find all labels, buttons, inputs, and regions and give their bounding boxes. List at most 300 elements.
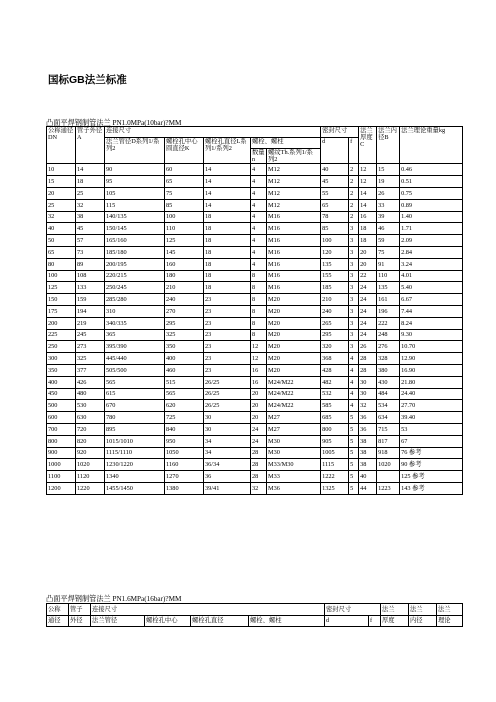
cell-bolt-hole: 23	[204, 341, 251, 353]
cell-seal-d: 85	[321, 223, 349, 235]
cell-pipe-od: 920	[76, 447, 105, 459]
cell-pipe-od: 480	[76, 388, 105, 400]
table-caption-pn10: 凸面平焊钢制管法兰 PN1.0MPa(10bar)?MM	[46, 119, 182, 127]
cell-bolt-hole: 30	[204, 412, 251, 424]
cell-flange-od: 165/160	[105, 235, 165, 247]
table-row	[47, 424, 463, 436]
cell-pipe-od: 73	[76, 247, 105, 259]
table-row	[47, 376, 463, 388]
table-row	[47, 329, 463, 341]
cell-dn: 800	[47, 435, 76, 447]
cell-dn: 1100	[47, 471, 76, 483]
cell-thickness: 24	[359, 306, 377, 318]
cell-thickness: 20	[359, 258, 377, 270]
table-row	[47, 188, 463, 200]
cell-thread: M20	[267, 294, 321, 306]
cell-dn: 250	[47, 341, 76, 353]
cell-bolt-circle: 210	[165, 282, 204, 294]
t2-header-connection: 连接尺寸	[91, 604, 325, 616]
cell-weight: 0.89	[400, 199, 463, 211]
cell-bolt-hole: 14	[204, 188, 251, 200]
cell-bolt-circle: 65	[165, 176, 204, 188]
t2-sub-flange-od: 法兰管径	[91, 615, 145, 627]
table-row	[47, 435, 463, 447]
header-bolt-hole: 螺栓孔直径L系列1/系列2	[204, 138, 251, 164]
cell-thread: M27	[267, 424, 321, 436]
cell-bolt-count: 16	[251, 365, 267, 377]
cell-seal-f: 4	[349, 400, 359, 412]
t2-header-flange-c: 法兰	[437, 604, 463, 616]
cell-seal-f: 4	[349, 376, 359, 388]
cell-flange-od: 250/245	[105, 282, 165, 294]
cell-seal-d: 1222	[321, 471, 349, 483]
cell-flange-od: 95	[105, 176, 165, 188]
cell-seal-f: 5	[349, 424, 359, 436]
cell-weight: 3.24	[400, 258, 463, 270]
cell-seal-d: 40	[321, 164, 349, 176]
cell-seal-d: 210	[321, 294, 349, 306]
cell-pipe-od: 38	[76, 211, 105, 223]
table-row	[47, 282, 463, 294]
cell-dn: 450	[47, 388, 76, 400]
table-row	[47, 412, 463, 424]
cell-thickness: 16	[359, 211, 377, 223]
t2-header-dn: 公称	[47, 604, 69, 616]
cell-bolt-circle: 325	[165, 329, 204, 341]
cell-weight: 10.70	[400, 341, 463, 353]
cell-seal-f: 3	[349, 235, 359, 247]
cell-bolt-count: 8	[251, 317, 267, 329]
cell-bolt-hole: 18	[204, 235, 251, 247]
cell-inner-diameter: 918	[377, 447, 400, 459]
cell-weight: 39.40	[400, 412, 463, 424]
cell-bolt-hole: 23	[204, 329, 251, 341]
cell-weight: 9.30	[400, 329, 463, 341]
cell-bolt-hole: 18	[204, 247, 251, 259]
cell-inner-diameter: 430	[377, 376, 400, 388]
cell-bolt-count: 16	[251, 376, 267, 388]
cell-seal-d: 155	[321, 270, 349, 282]
cell-seal-f: 3	[349, 329, 359, 341]
cell-flange-od: 505/500	[105, 365, 165, 377]
cell-thread: M16	[267, 282, 321, 294]
cell-thread: M20	[267, 329, 321, 341]
header-thickness: 法兰厚度C	[359, 127, 377, 164]
cell-thread: M16	[267, 223, 321, 235]
cell-pipe-od: 32	[76, 199, 105, 211]
cell-inner-diameter: 19	[377, 176, 400, 188]
cell-seal-f: 5	[349, 459, 359, 471]
cell-inner-diameter: 634	[377, 412, 400, 424]
cell-bolt-count: 4	[251, 211, 267, 223]
cell-dn: 1000	[47, 459, 76, 471]
cell-pipe-od: 426	[76, 376, 105, 388]
cell-bolt-hole: 23	[204, 317, 251, 329]
t2-sub-bolt-circle: 螺栓孔中心	[145, 615, 191, 627]
cell-bolt-hole: 18	[204, 270, 251, 282]
cell-thickness: 36	[359, 412, 377, 424]
cell-flange-od: 780	[105, 412, 165, 424]
cell-pipe-od: 820	[76, 435, 105, 447]
cell-bolt-circle: 400	[165, 353, 204, 365]
table-row	[47, 353, 463, 365]
cell-bolt-circle: 620	[165, 400, 204, 412]
cell-seal-f: 4	[349, 388, 359, 400]
cell-inner-diameter: 484	[377, 388, 400, 400]
cell-flange-od: 1115/1110	[105, 447, 165, 459]
cell-seal-f: 2	[349, 199, 359, 211]
cell-bolt-circle: 100	[165, 211, 204, 223]
cell-flange-od: 90	[105, 164, 165, 176]
cell-seal-f: 2	[349, 188, 359, 200]
cell-bolt-count: 20	[251, 412, 267, 424]
cell-thread: M24/M22	[267, 376, 321, 388]
cell-bolt-circle: 295	[165, 317, 204, 329]
cell-weight: 76 参考	[400, 447, 463, 459]
cell-pipe-od: 377	[76, 365, 105, 377]
table-row	[47, 447, 463, 459]
cell-flange-od: 895	[105, 424, 165, 436]
cell-bolt-hole: 18	[204, 258, 251, 270]
cell-bolt-circle: 840	[165, 424, 204, 436]
cell-bolt-circle: 950	[165, 435, 204, 447]
cell-thickness: 24	[359, 329, 377, 341]
cell-thickness: 30	[359, 376, 377, 388]
cell-bolt-hole: 30	[204, 424, 251, 436]
table-row	[47, 223, 463, 235]
cell-pipe-od: 245	[76, 329, 105, 341]
cell-flange-od: 670	[105, 400, 165, 412]
cell-bolt-count: 24	[251, 435, 267, 447]
cell-bolt-hole: 23	[204, 294, 251, 306]
cell-pipe-od: 325	[76, 353, 105, 365]
cell-seal-f: 3	[349, 341, 359, 353]
cell-inner-diameter: 15	[377, 164, 400, 176]
cell-inner-diameter: 1223	[377, 482, 400, 494]
cell-flange-od: 140/135	[105, 211, 165, 223]
header-pipe-od: 管子外径A	[76, 127, 105, 164]
cell-bolt-count: 4	[251, 247, 267, 259]
flange-table-pn10	[46, 126, 463, 495]
cell-flange-od: 1340	[105, 471, 165, 483]
cell-weight: 21.80	[400, 376, 463, 388]
table-row	[47, 211, 463, 223]
cell-inner-diameter: 534	[377, 400, 400, 412]
cell-thread: M20	[267, 365, 321, 377]
cell-weight: 0.75	[400, 188, 463, 200]
cell-thickness: 40	[359, 471, 377, 483]
t2-sub-bolts: 螺栓、螺柱	[249, 615, 325, 627]
cell-bolt-hole: 14	[204, 164, 251, 176]
cell-seal-d: 320	[321, 341, 349, 353]
cell-dn: 600	[47, 412, 76, 424]
cell-inner-diameter: 135	[377, 282, 400, 294]
table-row	[47, 176, 463, 188]
cell-weight: 1.40	[400, 211, 463, 223]
cell-weight: 53	[400, 424, 463, 436]
cell-thread: M16	[267, 247, 321, 259]
cell-weight: 24.40	[400, 388, 463, 400]
cell-inner-diameter: 380	[377, 365, 400, 377]
cell-seal-f: 5	[349, 471, 359, 483]
cell-bolt-hole: 36/34	[204, 459, 251, 471]
table-caption-pn16: 凸面平焊钢制管法兰 PN1.6MPa(16bar)?MM	[46, 595, 182, 603]
cell-bolt-count: 4	[251, 176, 267, 188]
cell-pipe-od: 219	[76, 317, 105, 329]
table-row	[47, 235, 463, 247]
cell-pipe-od: 18	[76, 176, 105, 188]
cell-bolt-hole: 26/25	[204, 376, 251, 388]
cell-weight: 7.44	[400, 306, 463, 318]
cell-inner-diameter: 161	[377, 294, 400, 306]
cell-seal-d: 1005	[321, 447, 349, 459]
header-seal-f: f	[349, 138, 359, 164]
table-body	[47, 164, 463, 494]
cell-thickness: 24	[359, 294, 377, 306]
cell-bolt-count: 20	[251, 388, 267, 400]
cell-inner-diameter: 715	[377, 424, 400, 436]
cell-bolt-count: 28	[251, 471, 267, 483]
cell-thread: M20	[267, 341, 321, 353]
cell-thread: M20	[267, 353, 321, 365]
cell-weight: 67	[400, 435, 463, 447]
cell-seal-d: 65	[321, 199, 349, 211]
t2-header-flange-a: 法兰	[381, 604, 409, 616]
cell-thickness: 12	[359, 164, 377, 176]
cell-bolt-circle: 1050	[165, 447, 204, 459]
header-seal: 密封尺寸	[321, 127, 359, 138]
cell-bolt-count: 8	[251, 306, 267, 318]
cell-bolt-count: 24	[251, 424, 267, 436]
cell-flange-od: 365	[105, 329, 165, 341]
cell-dn: 700	[47, 424, 76, 436]
cell-bolt-count: 8	[251, 282, 267, 294]
cell-thread: M12	[267, 199, 321, 211]
cell-seal-f: 3	[349, 317, 359, 329]
cell-pipe-od: 133	[76, 282, 105, 294]
cell-bolt-hole: 39/41	[204, 482, 251, 494]
cell-thread: M30	[267, 447, 321, 459]
table-row	[47, 270, 463, 282]
t2-sub-bolt-hole: 螺栓孔直径	[191, 615, 249, 627]
cell-thickness: 12	[359, 176, 377, 188]
cell-bolt-circle: 725	[165, 412, 204, 424]
cell-flange-od: 285/280	[105, 294, 165, 306]
t2-sub-od: 外径	[69, 615, 91, 627]
cell-weight: 90 参考	[400, 459, 463, 471]
cell-seal-d: 368	[321, 353, 349, 365]
cell-dn: 32	[47, 211, 76, 223]
cell-seal-d: 532	[321, 388, 349, 400]
cell-dn: 150	[47, 294, 76, 306]
cell-seal-f: 5	[349, 447, 359, 459]
cell-dn: 25	[47, 199, 76, 211]
cell-flange-od: 565	[105, 376, 165, 388]
header-bolt-circle: 螺栓孔中心圆直径K	[165, 138, 204, 164]
cell-inner-diameter: 1020	[377, 459, 400, 471]
cell-seal-d: 428	[321, 365, 349, 377]
cell-inner-diameter: 46	[377, 223, 400, 235]
cell-flange-od: 115	[105, 199, 165, 211]
header-bolts: 螺栓、螺柱	[251, 138, 321, 149]
cell-bolt-circle: 145	[165, 247, 204, 259]
cell-thread: M27	[267, 412, 321, 424]
cell-bolt-count: 4	[251, 188, 267, 200]
cell-dn: 900	[47, 447, 76, 459]
cell-inner-diameter: 75	[377, 247, 400, 259]
cell-thread: M24/M22	[267, 400, 321, 412]
header-weight: 法兰理论重量kg	[400, 127, 463, 164]
cell-inner-diameter: 91	[377, 258, 400, 270]
cell-weight: 125 参考	[400, 471, 463, 483]
cell-weight: 2.84	[400, 247, 463, 259]
cell-thread: M20	[267, 317, 321, 329]
cell-thread: M33/M30	[267, 459, 321, 471]
cell-thread: M12	[267, 164, 321, 176]
cell-bolt-hole: 36	[204, 471, 251, 483]
cell-seal-d: 78	[321, 211, 349, 223]
cell-bolt-hole: 14	[204, 199, 251, 211]
t2-header-seal: 密封尺寸	[325, 604, 381, 616]
cell-bolt-count: 20	[251, 400, 267, 412]
cell-seal-d: 482	[321, 376, 349, 388]
cell-pipe-od: 1020	[76, 459, 105, 471]
cell-bolt-hole: 18	[204, 211, 251, 223]
cell-dn: 65	[47, 247, 76, 259]
cell-thickness: 28	[359, 365, 377, 377]
cell-weight: 16.90	[400, 365, 463, 377]
cell-thickness: 24	[359, 282, 377, 294]
cell-bolt-hole: 23	[204, 353, 251, 365]
cell-seal-f: 4	[349, 365, 359, 377]
cell-thread: M33	[267, 471, 321, 483]
cell-seal-d: 1115	[321, 459, 349, 471]
cell-bolt-hole: 26/25	[204, 388, 251, 400]
cell-bolt-count: 28	[251, 459, 267, 471]
cell-bolt-count: 8	[251, 270, 267, 282]
cell-thickness: 28	[359, 353, 377, 365]
cell-seal-d: 185	[321, 282, 349, 294]
cell-seal-d: 100	[321, 235, 349, 247]
cell-bolt-hole: 14	[204, 176, 251, 188]
cell-seal-f: 3	[349, 282, 359, 294]
table-row	[47, 400, 463, 412]
cell-bolt-circle: 1160	[165, 459, 204, 471]
cell-flange-od: 445/440	[105, 353, 165, 365]
cell-weight: 4.01	[400, 270, 463, 282]
cell-weight: 143 参考	[400, 482, 463, 494]
cell-dn: 200	[47, 317, 76, 329]
cell-thread: M16	[267, 211, 321, 223]
table-row	[47, 341, 463, 353]
table-row	[47, 459, 463, 471]
cell-bolt-hole: 34	[204, 447, 251, 459]
cell-thickness: 44	[359, 482, 377, 494]
t2-sub-f: f	[369, 615, 381, 627]
cell-thickness: 36	[359, 424, 377, 436]
cell-bolt-circle: 75	[165, 188, 204, 200]
cell-bolt-hole: 18	[204, 282, 251, 294]
cell-flange-od: 340/335	[105, 317, 165, 329]
cell-flange-od: 395/390	[105, 341, 165, 353]
cell-pipe-od: 25	[76, 188, 105, 200]
cell-seal-d: 585	[321, 400, 349, 412]
cell-pipe-od: 159	[76, 294, 105, 306]
cell-bolt-count: 12	[251, 341, 267, 353]
cell-inner-diameter: 328	[377, 353, 400, 365]
cell-pipe-od: 45	[76, 223, 105, 235]
cell-bolt-circle: 180	[165, 270, 204, 282]
cell-weight: 0.51	[400, 176, 463, 188]
table-row	[47, 317, 463, 329]
cell-pipe-od: 1220	[76, 482, 105, 494]
header-thread: 螺纹Th.系列1/系列2	[267, 149, 321, 164]
cell-bolt-count: 4	[251, 235, 267, 247]
cell-flange-od: 615	[105, 388, 165, 400]
cell-seal-f: 3	[349, 294, 359, 306]
t2-header-flange-b: 法兰	[409, 604, 437, 616]
cell-bolt-count: 4	[251, 164, 267, 176]
cell-seal-f: 5	[349, 435, 359, 447]
cell-bolt-count: 4	[251, 258, 267, 270]
cell-dn: 100	[47, 270, 76, 282]
cell-flange-od: 220/215	[105, 270, 165, 282]
table-row	[47, 365, 463, 377]
cell-bolt-circle: 125	[165, 235, 204, 247]
cell-thread: M12	[267, 176, 321, 188]
cell-bolt-count: 28	[251, 447, 267, 459]
cell-seal-d: 45	[321, 176, 349, 188]
cell-thickness: 14	[359, 199, 377, 211]
cell-thickness: 14	[359, 188, 377, 200]
header-inner-diameter: 法兰内径B	[377, 127, 400, 164]
cell-weight: 0.46	[400, 164, 463, 176]
cell-bolt-circle: 565	[165, 388, 204, 400]
cell-dn: 175	[47, 306, 76, 318]
cell-bolt-circle: 350	[165, 341, 204, 353]
cell-inner-diameter: 276	[377, 341, 400, 353]
cell-flange-od: 185/180	[105, 247, 165, 259]
cell-thread: M36	[267, 482, 321, 494]
table-row	[47, 258, 463, 270]
cell-bolt-circle: 160	[165, 258, 204, 270]
cell-thread: M16	[267, 235, 321, 247]
cell-thickness: 20	[359, 247, 377, 259]
cell-thread: M16	[267, 270, 321, 282]
cell-bolt-hole: 26/25	[204, 400, 251, 412]
cell-thickness: 24	[359, 317, 377, 329]
cell-thickness: 22	[359, 270, 377, 282]
cell-thread: M20	[267, 306, 321, 318]
cell-dn: 225	[47, 329, 76, 341]
cell-seal-d: 55	[321, 188, 349, 200]
cell-bolt-circle: 1270	[165, 471, 204, 483]
table-row	[47, 247, 463, 259]
cell-inner-diameter: 817	[377, 435, 400, 447]
cell-thread: M12	[267, 188, 321, 200]
cell-seal-d: 265	[321, 317, 349, 329]
cell-bolt-count: 4	[251, 199, 267, 211]
cell-bolt-circle: 85	[165, 199, 204, 211]
cell-seal-f: 2	[349, 176, 359, 188]
header-connection: 连接尺寸	[105, 127, 321, 138]
page-title: 国标GB法兰标准	[48, 74, 127, 86]
cell-thread: M30	[267, 435, 321, 447]
header-seal-d: d	[321, 138, 349, 164]
cell-pipe-od: 273	[76, 341, 105, 353]
cell-dn: 10	[47, 164, 76, 176]
cell-bolt-count: 8	[251, 329, 267, 341]
